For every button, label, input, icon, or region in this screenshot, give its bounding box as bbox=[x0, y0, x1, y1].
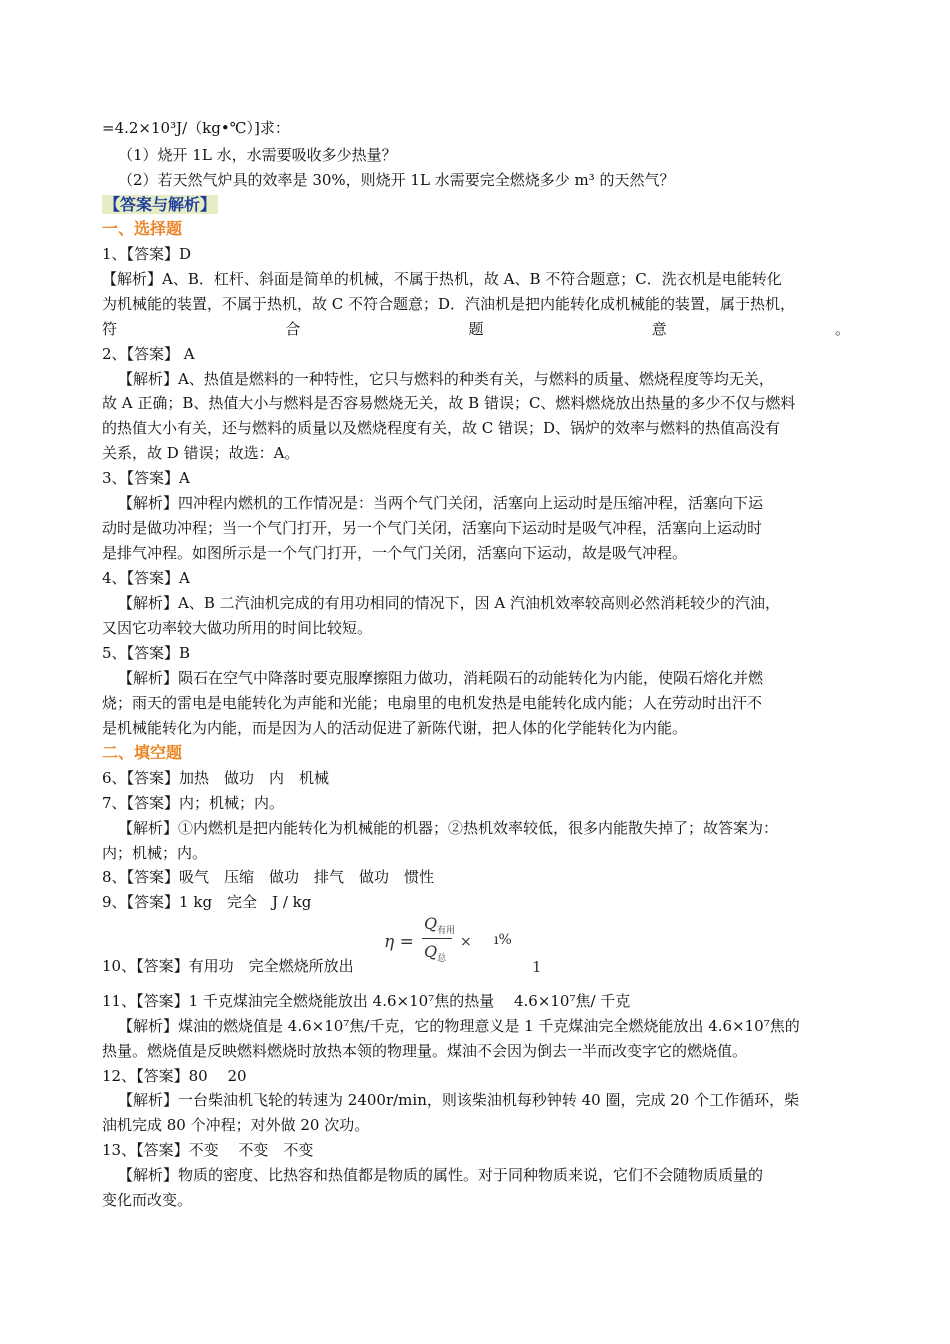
q3-explanation-line: 是排气冲程。如图所示是一个气门打开，一个气门关闭，活塞向下运动，故是吸气冲程。 bbox=[102, 544, 688, 562]
formula-denominator-symbol: Q bbox=[424, 942, 438, 961]
q13-explanation-line: 变化而改变。 bbox=[102, 1191, 193, 1209]
formula-numerator-symbol: Q bbox=[424, 914, 438, 933]
q2-explanation-line: 【解析】A、热值是燃料的一种特性，它只与燃料的种类有关，与燃料的质量、燃烧程度等均无关， bbox=[118, 370, 774, 388]
q1-char: 。 bbox=[834, 320, 850, 338]
intro-question-1: （1）烧开 1L 水，水需要吸收多少热量？ bbox=[118, 146, 397, 164]
q2-explanation-line: 故 A 正确；B、热值大小与燃料是否容易燃烧无关，故 B 错误；C、燃料燃烧放出热量的多少不仅与燃料 bbox=[102, 394, 796, 412]
q2-answer: 2、【答案】 A bbox=[102, 345, 195, 363]
q13-answer: 13、【答案】不变 不变 不变 bbox=[102, 1141, 314, 1159]
q1-answer: 1、【答案】D bbox=[102, 245, 192, 263]
answer-title bbox=[102, 195, 852, 215]
q3-explanation-line: 动时是做功冲程；当一个气门打开，另一个气门关闭，活塞向下运动时是吸气冲程，活塞向上运动时 bbox=[102, 519, 763, 537]
q11-explanation-line: 热量。燃烧值是反映燃料燃烧时放热本领的物理量。煤油不会因为倒去一半而改变字它的燃烧值。 bbox=[102, 1042, 748, 1060]
formula-times: × bbox=[460, 934, 472, 950]
q7-explanation-line: 【解析】①内燃机是把内能转化为机械能的机器；②热机效率较低，很多内能散失掉了；故答案为： bbox=[118, 819, 779, 837]
q5-explanation-line: 烧；雨天的雷电是电能转化为声能和光能；电扇里的电机发热是电能转化成内能；人在劳动时出汗不 bbox=[102, 694, 763, 712]
q1-char: 题 bbox=[468, 320, 484, 338]
formula-eta: η = bbox=[384, 932, 414, 952]
q11-answer: 11、【答案】1 千克煤油完全燃烧能放出 4.6×10⁷焦的热量 4.6×10⁷焦/ 千克 bbox=[102, 992, 631, 1010]
formula-numerator-sub: 有用 bbox=[437, 926, 456, 937]
q13-explanation-line: 【解析】物质的密度、比热容和热值都是物质的属性。对于同种物质来说，它们不会随物质质量的 bbox=[118, 1166, 764, 1184]
answer-title-text: 【答案与解析】 bbox=[104, 195, 217, 214]
q12-explanation-line: 【解析】一台柴油机飞轮的转速为 2400r/min，则该柴油机每秒钟转 40 圈，完成 20 个工作循环，柴 bbox=[118, 1091, 800, 1109]
q10-answer: 10、【答案】有用功 完全燃烧所放出 bbox=[102, 957, 354, 975]
section-heading-choice: 一、选择题 bbox=[102, 219, 183, 238]
q7-explanation-line: 内；机械；内。 bbox=[102, 844, 208, 862]
q1-char: 符 bbox=[102, 320, 118, 338]
formula-denominator-sub: 总 bbox=[437, 954, 447, 965]
q3-answer: 3、【答案】A bbox=[102, 469, 190, 487]
q12-explanation-line: 油机完成 80 个冲程；对外做 20 次功。 bbox=[102, 1116, 370, 1134]
q1-char: 意 bbox=[651, 320, 667, 338]
q1-char: 合 bbox=[285, 320, 301, 338]
formula-percent: ı% bbox=[494, 932, 512, 948]
q5-answer: 5、【答案】B bbox=[102, 644, 191, 662]
intro-line: =4.2×10³J/（kg•℃）]求： bbox=[102, 119, 290, 137]
formula-numerator bbox=[424, 914, 455, 936]
q6-answer: 6、【答案】加热 做功 内 机械 bbox=[102, 769, 330, 787]
q12-answer: 12、【答案】80 20 bbox=[102, 1067, 247, 1085]
section-heading-fill: 二、填空题 bbox=[102, 743, 183, 762]
q1-explanation-line: 为机械能的装置，不属于热机，故 C 不符合题意；D．汽油机是把内能转化成机械能的装置，属于热机， bbox=[102, 295, 796, 313]
q4-explanation-line: 又因它功率较大做功所用的时间比较短。 bbox=[102, 619, 373, 637]
q11-explanation-line: 【解析】煤油的燃烧值是 4.6×10⁷焦/千克，它的物理意义是 1 千克煤油完全燃烧能放出 4.6×10⁷焦的 bbox=[118, 1017, 800, 1035]
q7-answer: 7、【答案】内；机械；内。 bbox=[102, 794, 285, 812]
q2-explanation-line: 的热值大小有关，还与燃料的质量以及燃烧程度有关，故 C 错误；D、锅炉的效率与燃料的热值高没有 bbox=[102, 419, 781, 437]
formula-one: 1 bbox=[532, 958, 542, 976]
q9-answer: 9、【答案】1 kg 完全 J / kg bbox=[102, 893, 312, 911]
q8-answer: 8、【答案】吸气 压缩 做功 排气 做功 惯性 bbox=[102, 868, 435, 886]
formula-fraction-bar bbox=[422, 938, 452, 939]
q4-explanation-line: 【解析】A、B 二汽油机完成的有用功相同的情况下，因 A 汽油机效率较高则必然消耗较少的汽油， bbox=[118, 594, 780, 612]
q2-explanation-line: 关系，故 D 错误；故选：A。 bbox=[102, 444, 300, 462]
q4-answer: 4、【答案】A bbox=[102, 569, 190, 587]
q1-explanation-line: 【解析】A、B．杠杆、斜面是简单的机械，不属于热机，故 A、B 不符合题意；C．洗衣机是电能转化 bbox=[102, 270, 782, 288]
q5-explanation-line: 【解析】陨石在空气中降落时要克服摩擦阻力做功，消耗陨石的动能转化为内能，使陨石熔化并燃 bbox=[118, 669, 764, 687]
intro-question-2: （2）若天然气炉具的效率是 30%，则烧开 1L 水需要完全燃烧多少 m³ 的天然气？ bbox=[118, 171, 675, 189]
q3-explanation-line: 【解析】四冲程内燃机的工作情况是：当两个气门关闭，活塞向上运动时是压缩冲程，活塞向下运 bbox=[118, 494, 764, 512]
q1-explanation-spread-line bbox=[102, 319, 850, 339]
q5-explanation-line: 是机械能转化为内能，而是因为人的活动促进了新陈代谢，把人体的化学能转化为内能。 bbox=[102, 719, 688, 737]
